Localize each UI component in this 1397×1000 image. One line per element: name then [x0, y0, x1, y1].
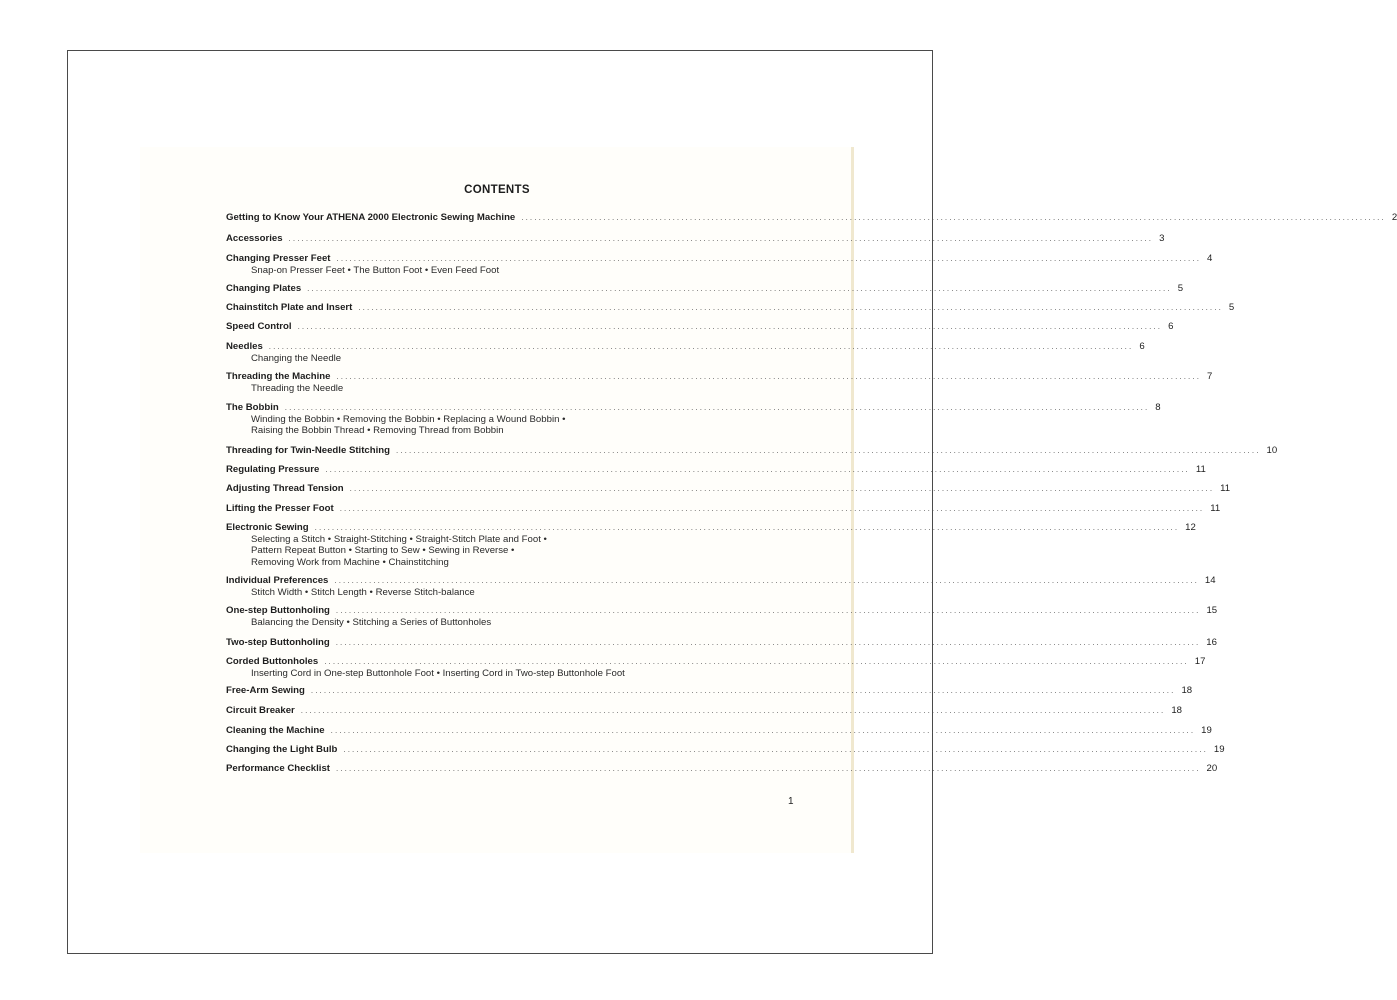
toc-entry	[226, 575, 1216, 598]
toc-entry-page: 10	[1266, 445, 1278, 456]
toc-entry-title: Circuit Breaker	[226, 705, 295, 716]
toc-entry-title: Accessories	[226, 233, 283, 244]
toc-row	[226, 302, 1235, 314]
toc-entry-title: Lifting the Presser Foot	[226, 503, 334, 514]
dot-leader: ........................................................................................................................................................................................................	[268, 342, 1134, 351]
toc-subtopics: Pattern Repeat Button • Starting to Sew • Sewing in Reverse •	[251, 545, 515, 557]
toc-subtopics: Selecting a Stitch • Straight-Stitching • Straight-Stitch Plate and Foot •	[251, 533, 547, 545]
toc-subtopics: Removing Work from Machine • Chainstitching	[251, 556, 449, 568]
toc-entry-title: Regulating Pressure	[226, 464, 320, 475]
toc-entry-page: 3	[1159, 233, 1165, 244]
dot-leader: ........................................................................................................................................................................................................	[325, 465, 1190, 474]
dot-leader: ........................................................................................................................................................................................................	[395, 446, 1261, 455]
toc-entry-title: Speed Control	[226, 321, 292, 332]
toc-entry	[226, 656, 1206, 679]
dot-leader: ........................................................................................................................................................................................................	[324, 657, 1189, 666]
toc-entry	[226, 605, 1218, 628]
page-number: 1	[788, 796, 794, 807]
toc-entry	[226, 283, 1184, 295]
toc-entry-title: Free-Arm Sewing	[226, 685, 305, 696]
toc-row	[226, 605, 1218, 617]
dot-leader: ........................................................................................................................................................................................................	[335, 606, 1201, 615]
dot-leader: ........................................................................................................................................................................................................	[335, 764, 1201, 773]
toc-entry	[226, 637, 1217, 649]
toc-row	[226, 522, 1196, 534]
toc-entry-page: 16	[1206, 637, 1217, 648]
dot-leader: ........................................................................................................................................................................................................	[310, 686, 1176, 695]
dot-leader: ........................................................................................................................................................................................................	[288, 234, 1154, 243]
toc-row	[226, 233, 1165, 245]
dot-leader: ........................................................................................................................................................................................................	[330, 726, 1196, 735]
toc-entry	[226, 371, 1213, 394]
toc-entry-title: Corded Buttonholes	[226, 656, 319, 667]
toc-row	[226, 705, 1182, 717]
toc-entry	[226, 483, 1231, 495]
toc-entry-page: 11	[1220, 483, 1231, 494]
toc-entry-page: 20	[1206, 763, 1218, 774]
toc-entry-page: 18	[1171, 705, 1182, 716]
toc-subtopics: Raising the Bobbin Thread • Removing Thread from Bobbin	[251, 425, 504, 437]
toc-entry-title: Cleaning the Machine	[226, 725, 325, 736]
toc-entry-page: 7	[1207, 371, 1213, 382]
toc-entry-page: 6	[1139, 341, 1145, 352]
dot-leader: ........................................................................................................................................................................................................	[358, 303, 1223, 312]
dot-leader: ........................................................................................................................................................................................................	[349, 484, 1215, 493]
toc-row	[226, 503, 1221, 515]
toc-row	[226, 744, 1225, 756]
toc-entry	[226, 212, 1397, 224]
toc-entry-page: 17	[1194, 656, 1206, 667]
toc-entry-title: The Bobbin	[226, 402, 279, 413]
dot-leader: ........................................................................................................................................................................................................	[300, 706, 1166, 715]
toc-entry	[226, 402, 1161, 437]
toc-entry	[226, 302, 1235, 314]
toc-row	[226, 725, 1212, 737]
toc-entry	[226, 725, 1212, 737]
toc-subtopics: Inserting Cord in One-step Buttonhole Foot • Inserting Cord in Two-step Buttonhole Foot	[251, 667, 625, 679]
toc-entry	[226, 464, 1206, 476]
dot-leader: ........................................................................................................................................................................................................	[335, 638, 1201, 647]
toc-row	[226, 763, 1218, 775]
toc-entry	[226, 321, 1174, 333]
toc-entry-page: 12	[1185, 522, 1196, 533]
toc-entry	[226, 763, 1218, 775]
dot-leader: ........................................................................................................................................................................................................	[339, 504, 1205, 513]
toc-entry-page: 19	[1201, 725, 1212, 736]
toc-entry-page: 8	[1155, 402, 1161, 413]
toc-entry-title: Two-step Buttonholing	[226, 637, 330, 648]
toc-entry-page: 15	[1206, 605, 1218, 616]
toc-entry	[226, 685, 1193, 697]
toc-entry-page: 5	[1228, 302, 1235, 313]
toc-subtopics: Stitch Width • Stitch Length • Reverse Stitch-balance	[251, 586, 475, 598]
toc-row	[226, 212, 1397, 224]
toc-subtopics: Snap-on Presser Feet • The Button Foot • Even Feed Foot	[251, 264, 500, 276]
toc-entry-page: 11	[1195, 464, 1206, 475]
toc-row	[226, 445, 1278, 457]
toc-entry-title: Getting to Know Your ATHENA 2000 Electronic Sewing Machine	[226, 212, 516, 223]
toc-entry-title: Chainstitch Plate and Insert	[226, 302, 353, 313]
toc-row	[226, 402, 1161, 414]
dot-leader: ........................................................................................................................................................................................................	[314, 523, 1180, 532]
toc-row	[226, 253, 1213, 265]
toc-entry-title: Adjusting Thread Tension	[226, 483, 344, 494]
toc-row	[226, 685, 1193, 697]
toc-entry	[226, 503, 1221, 515]
toc-entry	[226, 705, 1182, 717]
dot-leader: ........................................................................................................................................................................................................	[284, 403, 1150, 412]
toc-row	[226, 283, 1184, 295]
toc-entry	[226, 744, 1225, 756]
toc-entry	[226, 253, 1213, 276]
toc-entry-title: Performance Checklist	[226, 763, 330, 774]
toc-subtopics: Balancing the Density • Stitching a Series of Buttonholes	[251, 616, 492, 628]
toc-entry	[226, 233, 1165, 245]
toc-entry-page: 14	[1204, 575, 1216, 586]
toc-entry	[226, 445, 1278, 457]
toc-entry-title: Changing the Light Bulb	[226, 744, 338, 755]
dot-leader: ........................................................................................................................................................................................................	[336, 372, 1202, 381]
dot-leader: ........................................................................................................................................................................................................	[521, 213, 1386, 222]
toc-entry-title: Threading the Machine	[226, 371, 331, 382]
toc-subtopics: Threading the Needle	[251, 382, 344, 394]
toc-row	[226, 575, 1216, 587]
dot-leader: ........................................................................................................................................................................................................	[334, 576, 1199, 585]
page-title: CONTENTS	[464, 184, 530, 196]
toc-entry-title: Changing Presser Feet	[226, 253, 331, 264]
toc-entry-title: Changing Plates	[226, 283, 302, 294]
toc-entry-title: Individual Preferences	[226, 575, 329, 586]
toc-subtopics: Changing the Needle	[251, 352, 342, 364]
toc-row	[226, 371, 1213, 383]
toc-entry-page: 18	[1181, 685, 1193, 696]
toc-entry-page: 19	[1213, 744, 1225, 755]
toc-entry-title: Threading for Twin-Needle Stitching	[226, 445, 390, 456]
toc-entry	[226, 341, 1145, 364]
toc-entry-title: One-step Buttonholing	[226, 605, 330, 616]
dot-leader: ........................................................................................................................................................................................................	[307, 284, 1172, 293]
dot-leader: ........................................................................................................................................................................................................	[297, 322, 1163, 331]
toc-row	[226, 321, 1174, 333]
toc-entry-page: 5	[1177, 283, 1184, 294]
dot-leader: ........................................................................................................................................................................................................	[336, 254, 1202, 263]
dot-leader: ........................................................................................................................................................................................................	[343, 745, 1208, 754]
toc-subtopics: Winding the Bobbin • Removing the Bobbin • Replacing a Wound Bobbin •	[251, 413, 566, 425]
toc-entry-title: Needles	[226, 341, 263, 352]
toc-entry	[226, 522, 1196, 568]
toc-row	[226, 656, 1206, 668]
toc-row	[226, 637, 1217, 649]
toc-row	[226, 341, 1145, 353]
toc-entry-page: 11	[1210, 503, 1221, 514]
toc-row	[226, 464, 1206, 476]
toc-entry-title: Electronic Sewing	[226, 522, 309, 533]
toc-entry-page: 2	[1391, 212, 1397, 223]
toc-row	[226, 483, 1231, 495]
toc-entry-page: 6	[1168, 321, 1174, 332]
toc-entry-page: 4	[1207, 253, 1213, 264]
